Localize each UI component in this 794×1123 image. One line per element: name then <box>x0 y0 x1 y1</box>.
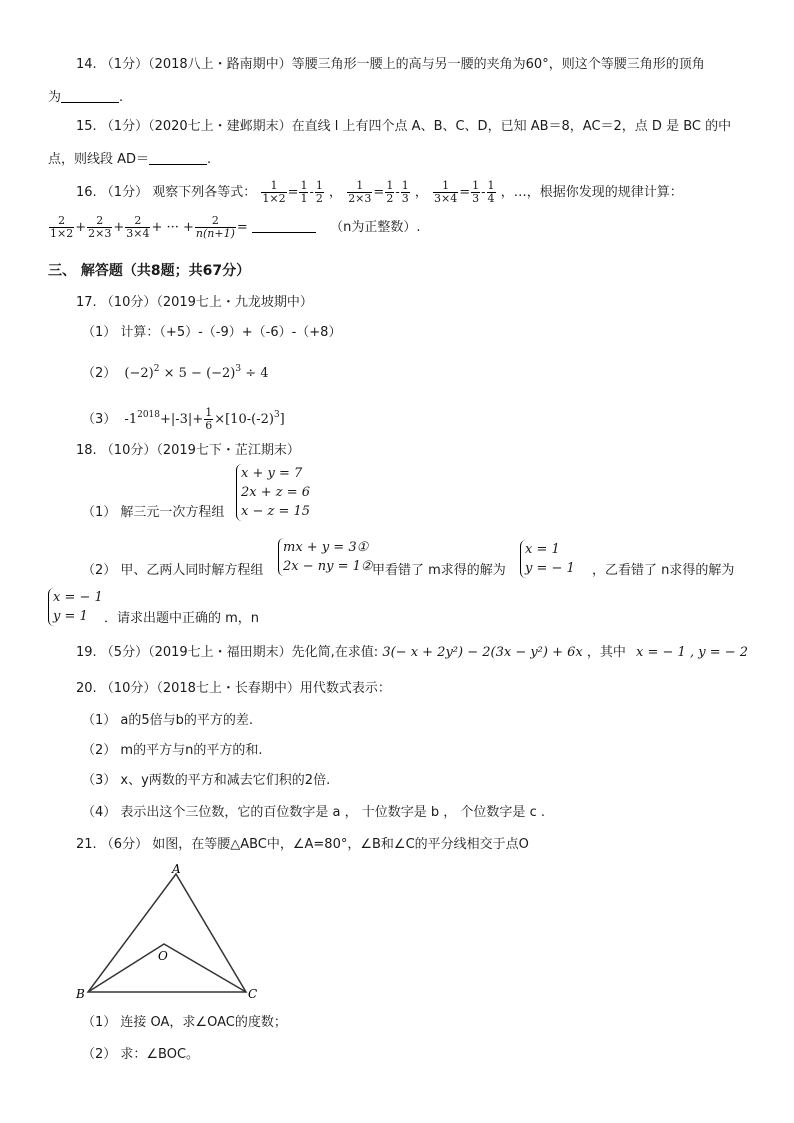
q18-part1 <box>82 504 224 522</box>
q21-part1: （1） 连接 OA，求∠OAC的度数； <box>82 1015 287 1030</box>
q18-solution2: x = − 1 y = 1 <box>48 588 103 626</box>
q20-item-1: （1） a的5倍与b的平方的差. <box>82 713 254 728</box>
q15-prefix: 点，则线段 AD＝ <box>48 152 150 167</box>
q16-eq3: $\frac{1}{3\times 4}$ = $\frac{1}{3}$ - $\frac{1}{4}$ <box>434 179 495 205</box>
q17-part1 <box>82 324 341 342</box>
q19-line <box>76 644 748 662</box>
label-o: O <box>158 949 168 963</box>
q14-suffix: . <box>119 90 124 105</box>
q18-system1: x + y = 7 2x + z = 6 x − z = 15 <box>236 464 310 521</box>
q20-title: 20. （10分）（2018七上・长春期中）用代数式表示： <box>76 681 391 696</box>
q19-values: x = − 1 , y = − 2 <box>636 645 749 660</box>
q20-item-3: （3） x、y两数的平方和减去它们积的2倍. <box>82 773 331 788</box>
q17-title: 17. （10分）（2019七上・九龙坡期中） <box>76 295 313 310</box>
q14-line1: 14. （1分）（2018八上・路南期中）等腰三角形一腰上的高与另一腰的夹角为60°，则这个等腰三角形的顶角 <box>76 57 705 72</box>
label-b: B <box>76 987 85 1001</box>
q16-prefix: 16. （1分） 观察下列各等式： <box>76 185 257 200</box>
q20-item-2: （2） m的平方与n的平方的和. <box>82 743 263 758</box>
q18-solution1: x = 1 y = − 1 <box>520 540 575 578</box>
q16-sum: $\frac{2}{1\times 2}$ + $\frac{2}{2\times 3}$ + $\frac{2}{3\times 4}$ + ··· + $\frac{2}{n(n+1)}$ = <box>50 214 248 240</box>
q17-p1-text: 计算：（+5）-（-9）+（-6）-（+8） <box>120 325 342 340</box>
q16-line2 <box>48 214 420 242</box>
q18-p2-after: ，乙看错了 n求得的解为 <box>592 563 735 578</box>
q16-tail: ，…，根据你发现的规律计算： <box>500 185 683 200</box>
q16-eq2: $\frac{1}{2\times 3}$ = $\frac{1}{2}$ - $\frac{1}{3}$ <box>348 179 409 205</box>
q18-system2: mx + y = 3① 2x − ny = 1② <box>278 538 373 576</box>
q20-item-4: （4） 表示出这个三位数，它的百位数字是 a ， 十位数字是 b ， 个位数字是 c . <box>82 805 545 820</box>
q16-note: （n为正整数）. <box>330 220 421 235</box>
q19-mid: ，其中 <box>586 645 626 660</box>
q14-line2 <box>48 88 123 107</box>
q18-p1-text: 解三元一次方程组 <box>120 505 225 520</box>
q16-eq1: $\frac{1}{1\times 2}$ = $\frac{1}{1}$ - $\frac{1}{2}$ <box>262 179 323 205</box>
q16-answer-blank[interactable] <box>252 218 316 233</box>
triangle-figure <box>70 862 270 1012</box>
label-c: C <box>248 987 258 1001</box>
q15-suffix: . <box>207 152 212 167</box>
q18-p2-end: ．请求出题中正确的 m，n <box>104 611 260 626</box>
q17-p2-label: （2） <box>82 366 117 381</box>
q16-line1: 16. （1分） 观察下列各等式： $\frac{1}{1\times 2}$ = $\frac{1}{1}$ - $\frac{1}{2}$ ， $\frac{1}{2\times 3}$ = $\frac{1}{2}$ - $\frac{1}{3}$ ， $\frac{1}{3\times 4}$ = $\frac{1}{3}$ - $\frac{1}{4}$ ，…，根据你发现的规律计算： <box>76 179 683 205</box>
q18-title: 18. （10分）（2019七下・芷江期末） <box>76 443 300 458</box>
q18-p2-label: （2） <box>82 563 117 578</box>
q19-text: 19. （5分）（2019七上・福田期末）先化简,在求值: <box>76 645 379 660</box>
q18-part2 <box>82 562 263 580</box>
q17-part2: （2） $(-2)^2 \times 5 - (-2)^3 \div 4$ <box>82 364 269 381</box>
section-heading: 三、 解答题（共8题；共67分） <box>48 263 251 279</box>
q18-p2-text: 甲、乙两人同时解方程组 <box>120 563 264 578</box>
q18-p1-label: （1） <box>82 505 117 520</box>
q15-answer-blank[interactable] <box>149 150 207 165</box>
q15-line2 <box>48 150 211 169</box>
label-a: A <box>172 862 181 876</box>
q21-title: 21. （6分） 如图，在等腰△ABC中，∠A=80°，∠B和∠C的平分线相交于点O <box>76 837 529 852</box>
q17-p3-label: （3） <box>82 412 117 427</box>
triangle-abc <box>88 874 246 992</box>
q17-part3: （3） $-1^{2018}+|-3|+$ $\frac{1}{6}$ $\times[10-(-2)^3]$ <box>82 406 285 432</box>
q18-p2-mid: 甲看错了 m求得的解为 <box>372 563 506 578</box>
q21-part2: （2） 求：∠BOC。 <box>82 1047 200 1062</box>
q14-prefix: 为 <box>48 90 62 105</box>
q15-line1: 15. （1分）（2020七上・建邺期末）在直线 l 上有四个点 A、B、C、D，已知 AB＝8，AC＝2，点 D 是 BC 的中 <box>76 119 732 134</box>
q19-expression: 3(− x + 2y²) − 2(3x − y²) + 6x <box>382 645 583 660</box>
q17-p1-label: （1） <box>82 325 117 340</box>
q14-answer-blank[interactable] <box>61 88 119 103</box>
